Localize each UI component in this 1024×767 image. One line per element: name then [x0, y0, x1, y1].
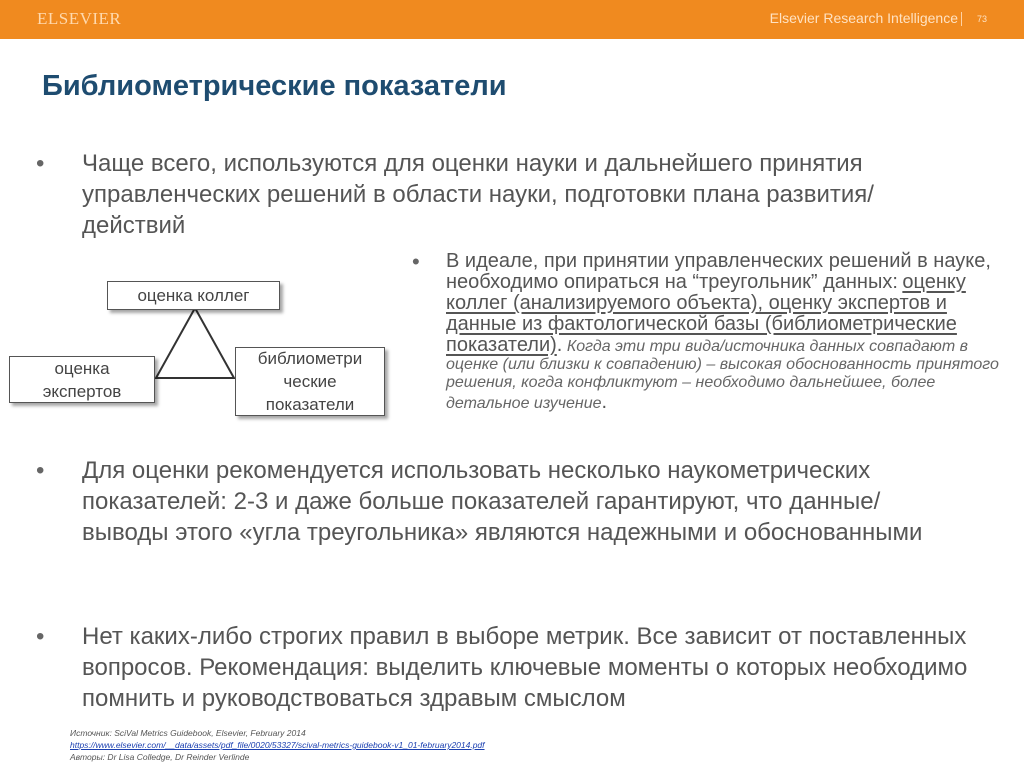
box-bibliometrics	[235, 347, 385, 416]
header-separator	[961, 12, 962, 26]
triangle-end-period: .	[601, 391, 608, 413]
bullet-dot: •	[36, 623, 45, 650]
box-expert-review-line2: экспертов	[42, 381, 122, 401]
source-footnote	[70, 727, 485, 763]
bullet-dot: •	[412, 249, 420, 274]
bullet-triangle-ideal	[412, 249, 1020, 413]
bullet-dot: •	[36, 457, 45, 484]
box-bibliometrics-line3: показатели	[265, 395, 355, 414]
brand-name: Elsevier Research Intelligence	[769, 10, 958, 26]
triangle-period: .	[556, 334, 563, 356]
triangle-underlined-text: оценку коллег (анализируемого объекта), оценку экспертов и данные из фактологической базы (библиометрические показатели)	[446, 271, 966, 356]
triangle-italic-note: Когда эти три вида/источника данных совпадают в оценке (или близки к совпадению) – высокая обоснованность принятого решения, когда конфликтуют – необходимо дальнейшее, более детальное изучение	[446, 338, 999, 412]
bullet-no-strict-rules-text: Нет каких-либо строгих правил в выборе метрик. Все зависит от поставленных вопросов. Рекомендация: выделить ключевые моменты о которых необходимо помнить и руководствоваться здравым смыслом	[82, 623, 968, 712]
box-bibliometrics-line1: библиометри	[257, 349, 363, 368]
bullet-usage-text: Чаще всего, используются для оценки науки и дальнейшего принятия управленческих решений в области науки, подготовки плана развития/действий	[82, 150, 874, 239]
bullet-dot: •	[36, 150, 45, 177]
bullet-multiple-metrics	[36, 455, 962, 548]
source-link[interactable]: https://www.elsevier.com/__data/assets/pdf_file/0020/53327/scival-metrics-guidebook-v1_01-february2014.pdf	[70, 740, 485, 750]
triangle-lead-text: В идеале, при принятии управленческих решений в науке, необходимо опираться на “треугольник” данных:	[446, 250, 991, 293]
source-authors: Авторы: Dr Lisa Colledge, Dr Reinder Verlinde	[70, 752, 250, 762]
box-colleague-review	[107, 281, 280, 310]
bullet-multiple-metrics-text: Для оценки рекомендуется использовать несколько наукометрических показателей: 2-3 и даже больше показателей гарантируют, что данные/выводы этого «угла треугольника» являются надежными и обоснованными	[82, 457, 923, 546]
elsevier-logo: ELSEVIER	[37, 9, 122, 28]
triangle-diagram	[150, 306, 240, 381]
bullet-no-strict-rules	[36, 621, 982, 714]
box-expert-review-line1: оценка	[54, 358, 110, 378]
slide-title: Библиометрические показатели	[42, 70, 507, 102]
page-number: 73	[977, 14, 988, 24]
box-expert-review	[9, 356, 155, 403]
header-bar	[0, 0, 1024, 39]
bullet-usage	[36, 148, 962, 241]
source-citation: Источник: SciVal Metrics Guidebook, Elsevier, February 2014	[70, 728, 306, 738]
box-bibliometrics-line2: ческие	[283, 372, 337, 391]
box-colleague-review-label: оценка коллег	[137, 286, 250, 305]
